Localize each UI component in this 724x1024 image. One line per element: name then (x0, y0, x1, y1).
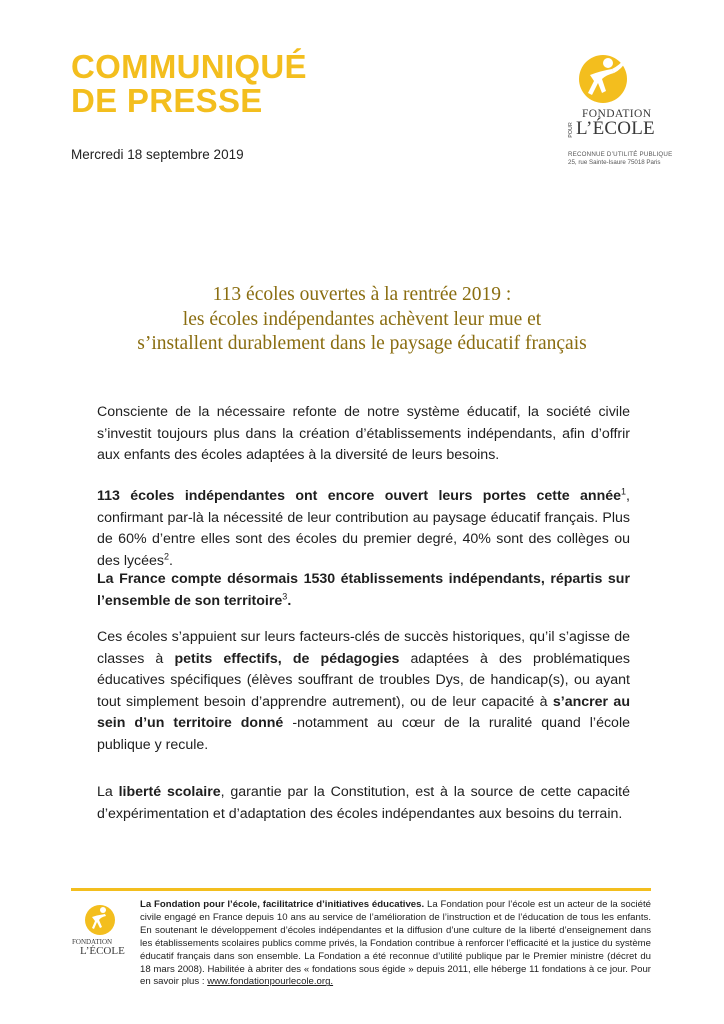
footnote-ref-1: 1 (621, 486, 627, 497)
title-line-2: DE PRESSE (71, 82, 263, 119)
p4-b: petits effectifs, de pédagogies (174, 650, 400, 667)
logo-name-line-1: FONDATION (582, 108, 652, 120)
child-figure-logo-icon (568, 55, 638, 107)
footnote-ref-3: 3 (282, 590, 288, 601)
footer-about-text (140, 899, 651, 989)
p3-end: . (287, 592, 292, 609)
p5-a: La (97, 784, 119, 800)
p5-c: , garantie par la Constitution, est à la source de cette capacité d’expérimentation et d’adaptation des écoles indépendantes aux besoins du terrain. (97, 784, 630, 822)
footnote-ref-2: 2 (164, 550, 170, 561)
p3-bold: La France compte désormais 1530 établissements indépendants, répartis sur l’ensemble de son territoire (97, 571, 630, 609)
p4-e: -notamment au cœur de la ruralité quand l’école publique y recule. (97, 715, 630, 753)
press-release-title (71, 50, 307, 118)
footer-child-figure-logo-icon (80, 904, 120, 936)
footer-bold-intro: La Fondation pour l’école, facilitatrice d’initiatives éducatives. (140, 899, 425, 910)
footer-body: La Fondation pour l’école est un acteur de la société civile engagé en France depuis 10 ans au service de l’amélioration de l’instruction et de l’éducation de tous les enfants. En soutenant le développement d’écoles indépendantes et la diffusion d’une culture de la liberté d’enseignement dans les établissements scolaires publics comme privés, la Fondation contribue à renforcer l’efficacité et la justice du système éducatif français dans son ensemble. La Fondation a été reconnue d’utilité publique par le Premier ministre (décret du 18 mars 2008). Habilitée à abriter des « fondations sous égide » depuis 2011, elle héberge 11 fondations à ce jour. Pour en savoir plus : (140, 899, 651, 988)
headline-line-2: les écoles indépendantes achèvent leur mue et (182, 308, 542, 330)
p2-rest: , confirmant par-là la nécessité de leur contribution au paysage éducatif français. Plus de 60% d’entre elles sont des écoles du premier degré, 40% sont des collèges ou des lycées (97, 488, 630, 569)
paragraph-2 (97, 486, 630, 572)
p4-c: adaptées à des problématiques éducatives spécifiques (élèves souffrant de troubles Dys, de handicap(s), ou ayant tout simplement besoin d’apprendre autrement), ou de leur capacité à (97, 650, 630, 710)
paragraph-3 (97, 569, 630, 612)
headline-line-1: 113 écoles ouvertes à la rentrée 2019 : (212, 284, 512, 305)
logo-pour: POUR (568, 122, 574, 138)
logo-name-line-2: L’ÉCOLE (576, 118, 655, 139)
p4-a: Ces écoles s’appuient sur leurs facteurs-clés de succès historiques, qu’il s’agisse de classes à (97, 629, 630, 667)
footer-logo-line-2: L’ÉCOLE (80, 945, 125, 957)
paragraph-1: Consciente de la nécessaire refonte de notre système éducatif, la société civile s’investit toujours plus dans la création d’établissements indépendants, afin d’offrir aux enfants des écoles adaptées à la diversité de leurs besoins. (97, 404, 630, 463)
p2-bold: 113 écoles indépendantes ont encore ouvert leurs portes cette année (97, 488, 622, 504)
logo-address: 25, rue Sainte-Isaure 75018 Paris (568, 159, 661, 166)
paragraph-5 (97, 782, 630, 825)
p4-d: s’ancrer au sein d’un territoire donné (97, 693, 630, 731)
website-link[interactable]: www.fondationpourlecole.org. (207, 976, 334, 988)
footer-logo-line-1: FONDATION (72, 938, 113, 946)
footer-divider (71, 888, 651, 891)
headline-line-3: s’installent durablement dans le paysage éducatif français (137, 333, 587, 354)
paragraph-4 (97, 627, 630, 756)
title-line-1: COMMUNIQUÉ (71, 48, 307, 85)
p2-end: . (169, 552, 173, 569)
logo-recognition: RECONNUE D’UTILITÉ PUBLIQUE (568, 151, 673, 158)
release-date: Mercredi 18 septembre 2019 (71, 147, 244, 162)
p5-b: liberté scolaire (118, 784, 221, 800)
headline (60, 283, 664, 357)
